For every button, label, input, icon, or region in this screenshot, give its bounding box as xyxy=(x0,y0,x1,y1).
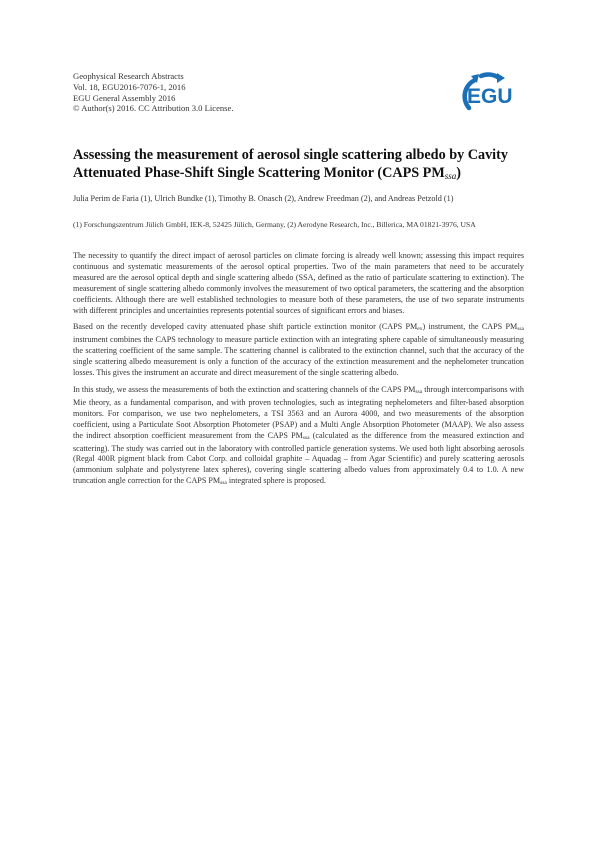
title-text: Assessing the measurement of aerosol single scattering albedo by Cavity Attenuated Phase-Shift Single Scattering Monitor (CAPS PM xyxy=(73,147,508,181)
volume-info: Vol. 18, EGU2016-7076-1, 2016 xyxy=(73,81,186,92)
logo-wordmark: EGU xyxy=(467,85,513,108)
title-close: ) xyxy=(456,165,461,181)
paragraph-1: The necessity to quantify the direct impact of aerosol particles on climate forcing is already well known; assessing this impact requires continuous and systematic measurements of the aerosol optical properties. Two of the main parameters that need to be accurately measured are the aerosol optical depth and single scattering albedo (SSA, defined as the ratio of particulate scattering to extinction). The measurement of single scattering albedo commonly involves the measurement of two optical parameters, the scattering and the absorption coefficients. Although there are well established technologies to measure both of these parameters, the use of two separate instruments with different principles and uncertainties represents potential sources of significant errors and biases. xyxy=(73,251,524,315)
paper-title xyxy=(73,146,533,185)
publication-header xyxy=(73,71,234,114)
license-line: © Author(s) 2016. CC Attribution 3.0 License. xyxy=(73,103,234,114)
title-subscript: ssa xyxy=(444,171,457,181)
paragraph-2: Based on the recently developed cavity attenuated phase shift particle extinction monitor (CAPS PMex) instrument, the CAPS PMssa instrument combines the CAPS technology to measure particle extinction with an integrating sphere capable of simultaneously measuring the scattering coefficient of the same sample. The scattering channel is calibrated to the extinction channel, such that the accuracy of the single scattering albedo measurement is only a function of the accuracy of the extinction measurement and the nephelometer truncation losses. This gives the instrument an accurate and direct measurement of the single scattering albedo. xyxy=(73,322,524,378)
abstract-body xyxy=(73,251,524,495)
assembly-name: EGU General Assembly 2016 xyxy=(73,92,176,103)
egu-logo-icon xyxy=(459,70,522,120)
affiliations: (1) Forschungszentrum Jülich GmbH, IEK-8, 52425 Jülich, Germany, (2) Aerodyne Research, Inc., Billerica, MA 01821-3976, USA xyxy=(73,220,476,229)
paragraph-3: In this study, we assess the measurements of both the extinction and scattering channels of the CAPS PMssa through intercomparisons with Mie theory, as a fundamental comparison, and with proven technologies, such as integrating nephelometers and filter-based absorption monitors. For comparison, we use two nephelometers, a TSI 3563 and an Aurora 4000, and two measurements of the absorption coefficient, using a Particulate Soot Absorption Photometer (PSAP) and a Multi Angle Absorption Photometer (MAAP). We also assess the indirect absorption coefficient measurement from the CAPS PMssa (calculated as the difference from the measured extinction and scattering). The study was carried out in the laboratory with controlled particle generation systems. We used both light absorbing aerosols (Regal 400R pigment black from Cabot Corp. and colloidal graphite – Aquadag – from Agar Scientific) and purely scattering aerosols (ammonium sulphate and polystyrene latex spheres), covering single scattering albedo values from approximately 0.4 to 1.0. A new truncation angle correction for the CAPS PMssa integrated sphere is proposed. xyxy=(73,384,524,487)
journal-name: Geophysical Research Abstracts xyxy=(73,71,184,81)
author-list: Julia Perim de Faria (1), Ulrich Bundke (1), Timothy B. Onasch (2), Andrew Freedman (2), and Andreas Petzold (1) xyxy=(73,194,454,203)
